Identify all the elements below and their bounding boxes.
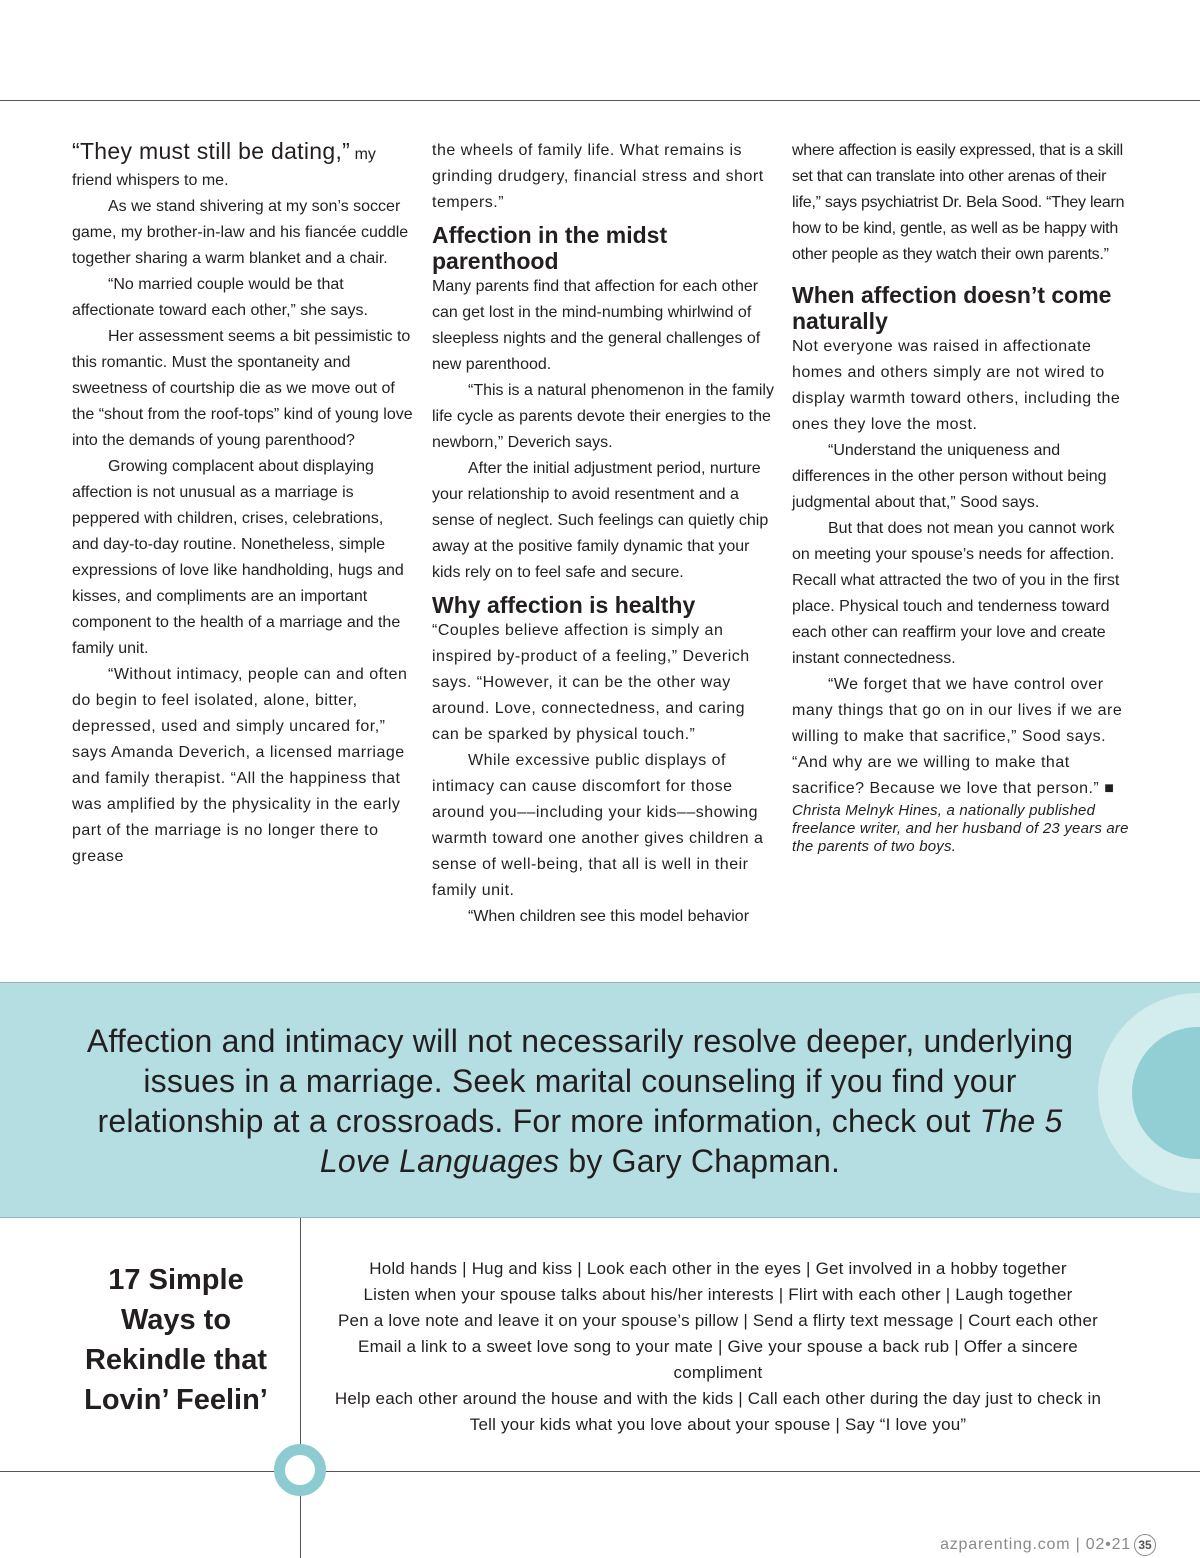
paragraph: where affection is easily expressed, that is a skill set that can translate into other arenas of their life,” says psychiatrist Dr. Bela Sood. “They learn how to be kind, gentle, as well as be happy with other people as they watch their own parents.” (792, 142, 1125, 263)
paragraph: “When children see this model behavior (468, 908, 750, 925)
paragraph: But that does not mean you cannot work on meeting your spouse’s needs for affection. Recall what attracted the two of you in the first place. Physical touch and tenderness toward each other can reaffirm your love and create instant connectedness. (792, 520, 1120, 667)
paragraph: Not everyone was raised in affectionate homes and others simply are not wired to display warmth toward others, including the ones they love the most. (792, 338, 1121, 433)
section-heading: Affection in the midst parenthood (432, 222, 668, 274)
footer-site: azparenting.com | 02•21 (940, 1536, 1131, 1553)
callout-text-after: by Gary Chapman. (559, 1143, 841, 1179)
paragraph: As we stand shivering at my son’s soccer game, my brother-in-law and his fiancée cuddle together sharing a warm blanket and a chair. (72, 198, 409, 267)
lead-quote: “They must still be dating,” (72, 138, 351, 164)
author-byline: Christa Melnyk Hines, a nationally published freelance writer, and her husband of 23 years are the parents of two boys. (792, 802, 1129, 855)
ways-line: Listen when your spouse talks about his/her interests | Flirt with each other | Laugh together (363, 1285, 1073, 1304)
paragraph: “Without intimacy, people can and often do begin to feel isolated, alone, bitter, depressed, used and simply uncared for,” says Amanda Deverich, a licensed marriage and family therapist. “All the happiness that was amplified by the physicality in the early part of the marriage is no longer there to grease (72, 666, 408, 865)
book-title: The 5 Love Languages (319, 1103, 1063, 1179)
ways-line: Tell your kids what you love about your spouse | Say “I love you” (469, 1415, 967, 1434)
paragraph: “This is a natural phenomenon in the family life cycle as parents devote their energies to the newborn,” Deverich says. (432, 382, 774, 451)
section-heading: When affection doesn’t come naturally (792, 282, 1112, 334)
article-column-1 (72, 138, 414, 870)
article-column-2 (432, 138, 774, 930)
decorative-circle-icon (274, 1444, 326, 1496)
paragraph: After the initial adjustment period, nurture your relationship to avoid resentment and a sense of neglect. Such feelings can quietly chip away at the positive family dynamic that your kids rely on to feel safe and secure. (432, 460, 769, 581)
sidebar-divider (300, 1218, 301, 1558)
page-footer (940, 1533, 1156, 1557)
ways-line: Email a link to a sweet love song to your mate | Give your spouse a back rub | Offer a sincere compliment (358, 1337, 1078, 1382)
decorative-ring-icon (1098, 993, 1200, 1193)
section-heading: Why affection is healthy (432, 592, 696, 618)
paragraph: “We forget that we have control over many things that go on in our lives if we are willing to make that sacrifice,” Sood says. “And why are we willing to make that sacrifice? Because we love that person.” ■ (792, 676, 1123, 797)
paragraph: Many parents find that affection for each other can get lost in the mind-numbing whirlwind of sleepless nights and the general challenges of new parenthood. (432, 278, 761, 373)
paragraph: “No married couple would be that affectionate toward each other,” she says. (72, 276, 368, 319)
callout-text (80, 1021, 1080, 1181)
bottom-rule (0, 1471, 1200, 1472)
ways-line: Pen a love note and leave it on your spouse’s pillow | Send a flirty text message | Court each other (338, 1311, 1098, 1330)
sidebar-title: 17 Simple Ways to Rekindle that Lovin’ Feelin’ (84, 1264, 268, 1416)
paragraph: “Couples believe affection is simply an inspired by-product of a feeling,” Deverich says. “However, it can be the other way around. Love, connectedness, and caring can be sparked by physical touch.” (432, 622, 750, 743)
article-column-3 (792, 138, 1132, 856)
paragraph: “Understand the uniqueness and differences in the other person without being judgmental about that,” Sood says. (792, 442, 1107, 511)
callout-box (0, 982, 1200, 1218)
paragraph: the wheels of family life. What remains is grinding drudgery, financial stress and short tempers.” (432, 142, 764, 211)
top-rule (0, 100, 1200, 101)
lead-tail: my friend whispers to me. (72, 146, 376, 189)
lead-paragraph (72, 138, 414, 194)
ways-line: Help each other around the house and with the kids | Call each other during the day just to check in (334, 1389, 1102, 1408)
ways-line: Hold hands | Hug and kiss | Look each other in the eyes | Get involved in a hobby together (369, 1259, 1067, 1278)
ways-list (318, 1256, 1118, 1438)
paragraph: Growing complacent about displaying affection is not unusual as a marriage is peppered with children, crises, celebrations, and day-to-day routine. Nonetheless, simple expressions of love like handholding, hugs and kisses, and compliments are an important component to the health of a marriage and the family unit. (72, 458, 404, 657)
paragraph: While excessive public displays of intimacy can cause discomfort for those around you––including your kids––showing warmth toward one another gives children a sense of well-being, that all is well in their family unit. (432, 752, 764, 899)
paragraph: Her assessment seems a bit pessimistic to this romantic. Must the spontaneity and sweetness of courtship die as we move out of the “shout from the roof-tops” kind of young love into the demands of young parenthood? (72, 328, 413, 449)
callout-text-before: Affection and intimacy will not necessarily resolve deeper, underlying issues in a marriage. Seek marital counseling if you find your relationship at a crossroads. For more information, check out (86, 1023, 1074, 1139)
page-number: 35 (1134, 1534, 1156, 1556)
